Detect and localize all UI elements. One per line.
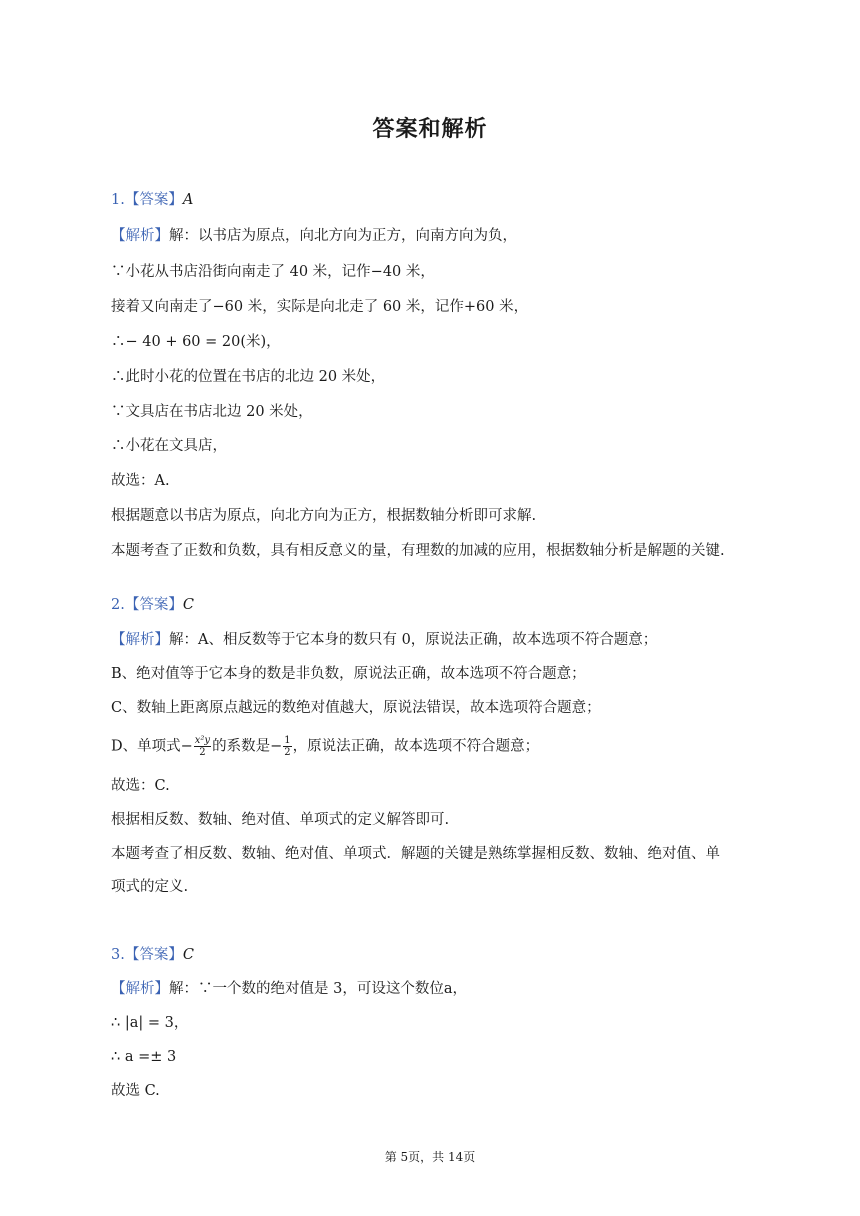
q2-line2-1: 根据相反数、数轴、绝对值、单项式的定义解答即可. (111, 812, 450, 828)
q1-answer-line (111, 190, 193, 210)
q2-d-prefix: D、单项式− (111, 738, 193, 755)
q1-number: 1. (111, 192, 125, 208)
q3-answer: C (182, 947, 194, 963)
q2-answer: C (182, 597, 194, 613)
q1-line-5: ∵文具店在书店北边 20 米处， (111, 404, 313, 420)
q1-line-1: ∵小花从书店沿街向南走了 40 米，记作−40 米， (111, 264, 435, 280)
q2-d-coef-num: 1 (284, 735, 291, 746)
q3-line-1: ∴ |a| = 3， (111, 1015, 189, 1031)
q2-analysis-line (111, 630, 657, 650)
q2-line-1: B、绝对值等于它本身的数是非负数，原说法正确，故本选项不符合题意； (111, 666, 586, 682)
q2-d-fraction (194, 735, 211, 758)
q1-line-7: 故选：A. (111, 473, 170, 489)
q1-line-6: ∴小花在文具店， (111, 438, 227, 454)
page-title: 答案和解析 (372, 117, 488, 142)
q1-analysis-tag: 【解析】 (111, 228, 169, 244)
q3-analysis-tag: 【解析】 (111, 981, 169, 997)
q1-line-9: 本题考查了正数和负数，具有相反意义的量，有理数的加减的应用，根据数轴分析是解题的关键. (111, 543, 725, 559)
q3-line-3: 故选 C. (111, 1083, 160, 1099)
q2-line2-3: 项式的定义. (111, 879, 189, 895)
q1-answer: A (182, 192, 194, 208)
q2-d-coef-den: 2 (284, 747, 291, 758)
q2-d-mid: 的系数是− (212, 738, 283, 755)
q2-analysis-tag: 【解析】 (111, 632, 169, 648)
q2-d-frac-den: 2 (199, 747, 206, 758)
q3-analysis-line (111, 979, 467, 999)
q1-analysis-line (111, 226, 517, 246)
q3-line-2: ∴ a =± 3 (111, 1049, 177, 1065)
q3-answer-tag: 【答案】 (124, 947, 183, 963)
q1-answer-tag: 【答案】 (124, 192, 183, 208)
q2-line-0: 解：A、相反数等于它本身的数只有 0，原说法正确，故本选项不符合题意； (169, 632, 658, 648)
q2-d-frac-num: x²y (194, 735, 211, 746)
q1-line-4: ∴此时小花的位置在书店的北边 20 米处， (111, 369, 386, 385)
q1-line-8: 根据题意以书店为原点，向北方向为正方，根据数轴分析即可求解. (111, 508, 537, 524)
q2-line2-2: 本题考查了相反数、数轴、绝对值、单项式．解题的关键是熟练掌握相反数、数轴、绝对值、单 (111, 846, 720, 862)
q2-d-coef-fraction (283, 735, 291, 758)
q2-line-2: C、数轴上距离原点越远的数绝对值越大，原说法错误，故本选项符合题意； (111, 700, 601, 716)
page-footer: 第 5页，共 14页 (384, 1150, 476, 1164)
q2-number: 2. (111, 597, 125, 613)
q2-line-d (111, 735, 539, 758)
q3-number: 3. (111, 947, 125, 963)
q2-answer-tag: 【答案】 (124, 597, 183, 613)
q3-line-0: 解：∵一个数的绝对值是 3，可设这个数位a， (169, 981, 467, 997)
q2-d-suffix: ，原说法正确，故本选项不符合题意； (292, 738, 540, 755)
q1-line-3: ∴− 40 + 60 = 20(米)， (111, 334, 281, 350)
q1-line-2: 接着又向南走了−60 米，实际是向北走了 60 米，记作+60 米， (111, 299, 529, 315)
q1-line-0: 解：以书店为原点，向北方向为正方，向南方向为负， (169, 228, 517, 244)
q2-answer-line (111, 595, 194, 615)
q2-line2-0: 故选：C. (111, 778, 170, 794)
q3-answer-line (111, 945, 194, 965)
